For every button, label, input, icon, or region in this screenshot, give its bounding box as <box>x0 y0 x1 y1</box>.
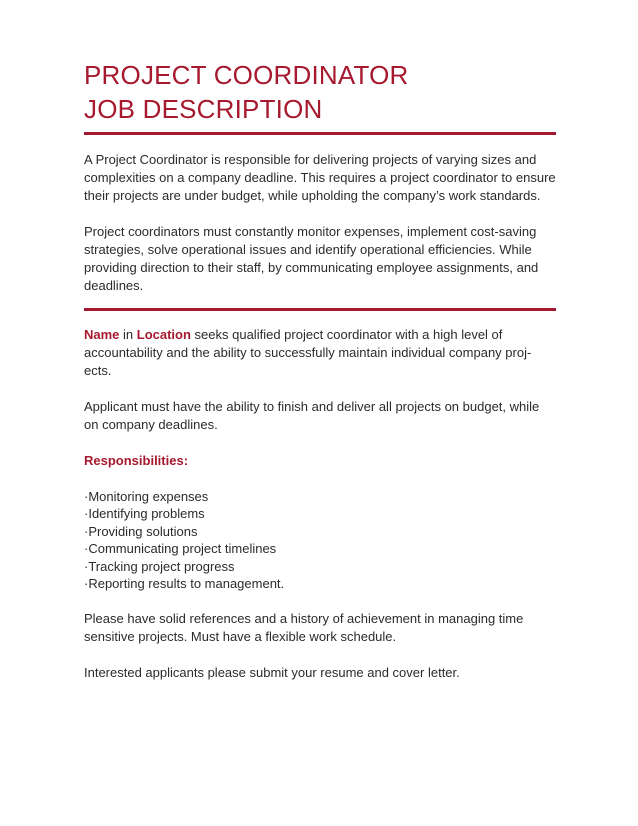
intro-paragraph-2: Project coordinators must constantly monitor expenses, implement cost-saving strategies, solve operational issues and identify operational efficiencies. While providing direction to their staff, by communicating employee assignments, and deadlines. <box>84 224 539 293</box>
list-item: ·Communicating project timelines <box>84 541 277 557</box>
posting-summary-text: seeks qualified project coordinator with a high level of accountability and the ability to successfully maintain individual company proj-ects. <box>84 327 532 378</box>
intro-paragraph-1: A Project Coordinator is responsible for delivering projects of varying sizes and complexities on a company deadline. This requires a project coordinator to ensure their projects are under budget, while upholding the company’s work standards. <box>84 152 556 203</box>
responsibilities-list <box>84 488 556 592</box>
list-item: ·Reporting results to management. <box>84 576 285 592</box>
responsibilities-heading: Responsibilities: <box>84 453 189 468</box>
title-line-2: JOB DESCRIPTION <box>84 94 323 124</box>
spacer <box>84 592 556 610</box>
list-item: ·Tracking project progress <box>84 558 235 574</box>
middle-divider <box>84 308 556 311</box>
list-item: ·Monitoring expenses <box>84 489 209 504</box>
top-divider <box>84 132 556 135</box>
title-line-1: PROJECT COORDINATOR <box>84 60 409 90</box>
spacer <box>84 470 556 488</box>
list-item: ·Providing solutions <box>84 523 198 539</box>
location-placeholder: Location <box>136 327 191 342</box>
requirement-paragraph: Applicant must have the ability to finish and deliver all projects on budget, while on company deadlines. <box>84 399 540 432</box>
references-paragraph: Please have solid references and a history of achievement in managing time sensitive projects. Must have a flexible work schedule. <box>84 611 524 645</box>
page-title <box>84 58 556 126</box>
closing-paragraph: Interested applicants please submit your resume and cover letter. <box>84 665 460 681</box>
spacer <box>84 205 556 223</box>
spacer <box>84 646 556 664</box>
list-item: ·Identifying problems <box>84 506 205 522</box>
in-word: in <box>119 327 137 342</box>
name-placeholder: Name <box>84 327 120 342</box>
spacer <box>84 434 556 452</box>
document-page <box>84 58 556 682</box>
posting-summary <box>84 326 556 380</box>
spacer <box>84 380 556 398</box>
